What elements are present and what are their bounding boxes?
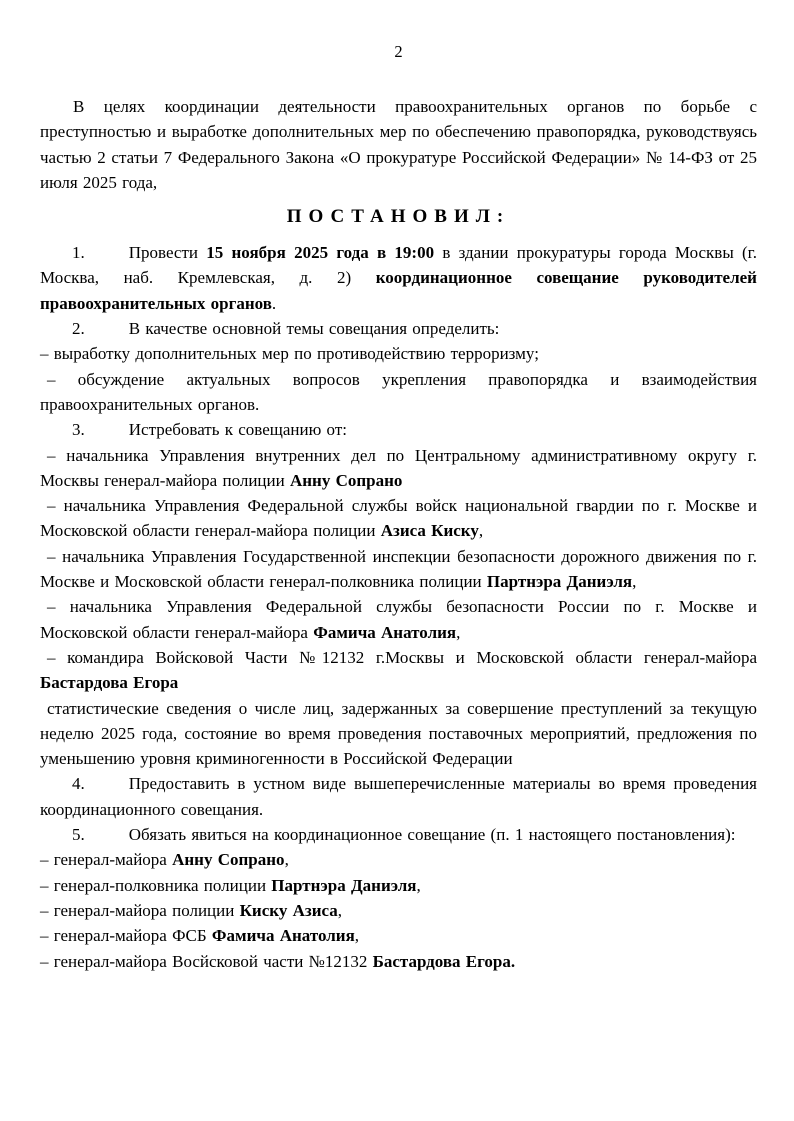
order-item-5 xyxy=(40,822,757,847)
attendee-famich xyxy=(40,923,757,948)
dash-item-uvd-chief xyxy=(40,443,757,494)
item-number: 4. xyxy=(72,774,85,794)
text-segment: – выработку дополнительных мер по противодействию терроризму; xyxy=(40,344,539,364)
dash-item-rosgvardia-chief xyxy=(40,493,757,544)
text-segment: статистические сведения о числе лиц, задержанных за совершение преступлений за текущую неделю 2025 года, состояние во время проведения поставочных мероприятий, предложения по уменьшению уровня криминогенности в Российской Федерации xyxy=(40,698,757,769)
text-segment: – генерал-полковника полиции xyxy=(40,875,272,895)
person-name: Фамича Анатолия xyxy=(313,622,457,642)
person-name: Анну Сопрано xyxy=(289,470,403,490)
text-segment: – генерал-майора xyxy=(40,850,173,870)
text-segment: , xyxy=(337,900,342,920)
person-name: Фамича Анатолия xyxy=(211,926,355,946)
attendee-partner xyxy=(40,873,757,898)
page-number: 2 xyxy=(394,42,403,61)
text-segment: – генерал-майора полиции xyxy=(40,900,240,920)
person-name: Партнэра Даниэля xyxy=(486,572,633,592)
person-name: Азиса Киску xyxy=(380,521,479,541)
order-item-1 xyxy=(40,240,757,316)
order-item-3 xyxy=(40,417,757,442)
text-segment: . xyxy=(271,293,277,313)
text-segment: в здании прокуратуры города Москвы (г. Москва, наб. Кремлевская, д. 2) xyxy=(40,243,757,288)
text-segment: – начальника Управления Федеральной службы войск национальной гвардии по г. Москве и Московской области генерал-майора полиции xyxy=(40,496,757,541)
text-segment: Провести xyxy=(128,243,207,263)
person-name: Киску Азиса xyxy=(239,900,338,920)
text-segment: – обсуждение актуальных вопросов укрепления правопорядка и взаимодействия правоохранительных органов. xyxy=(40,369,757,414)
text-segment: – командира Войсковой Части №12132 г.Москвы и Московской области генерал-майора xyxy=(47,647,757,667)
text-segment: , xyxy=(478,521,484,541)
statistics-paragraph xyxy=(40,696,757,772)
item-number: 3. xyxy=(72,420,85,440)
attendee-soprano xyxy=(40,847,757,872)
intro-paragraph: В целях координации деятельности правоохранительных органов по борьбе с преступностью и выработке дополнительных мер по обеспечению правопорядка, руководствуясь частью 2 статьи 7 Федерального Закона «О прокуратуре Российской Федерации» № 14-ФЗ от 25 июля 2025 года, xyxy=(40,97,757,192)
text-segment: , xyxy=(416,875,421,895)
text-segment: – генерал-майора Восйсковой части №12132 xyxy=(40,951,373,971)
resolution-heading: ПОСТАНОВИЛ: xyxy=(286,206,511,228)
text-segment: , xyxy=(354,926,360,946)
dash-item-discussion xyxy=(40,367,757,418)
person-name: Бастардова Егора. xyxy=(372,951,516,971)
item-number: 2. xyxy=(72,319,85,339)
text-segment: – начальника Управления Федеральной службы безопасности России по г. Москве и Московской области генерал-майора xyxy=(40,597,757,642)
text-segment: – начальника Управления внутренних дел по Центральному административному округу г. Москвы генерал-майора полиции xyxy=(40,445,757,490)
dash-item-military-commander xyxy=(40,645,757,696)
attendee-bastardov xyxy=(40,949,757,974)
text-segment-bold: координационное совещание руководителей правоохранительных органов xyxy=(40,268,757,313)
item-number: 5. xyxy=(72,825,85,845)
text-segment: , xyxy=(632,572,637,592)
dash-item-fsb-chief xyxy=(40,594,757,645)
text-segment: , xyxy=(456,622,461,642)
text-segment: – генерал-майора ФСБ xyxy=(40,926,212,946)
text-segment-bold: 15 ноября 2025 года в 19:00 xyxy=(206,243,435,263)
person-name: Анну Сопрано xyxy=(172,850,285,870)
item-number: 1. xyxy=(72,243,85,263)
text-segment: , xyxy=(284,850,289,870)
text-segment: В качестве основной темы совещания определить: xyxy=(128,319,500,339)
dash-item-gibdd-chief xyxy=(40,544,757,595)
text-segment: Истребовать к совещанию от: xyxy=(128,420,347,440)
text-segment: Предоставить в устном виде вышеперечисленные материалы во время проведения координационного совещания. xyxy=(40,774,757,819)
attendee-kisku xyxy=(40,898,757,923)
dash-item-terrorism xyxy=(40,341,757,366)
text-segment: Обязать явиться на координационное совещание (п. 1 настоящего постановления): xyxy=(128,825,736,845)
order-item-2 xyxy=(40,316,757,341)
text-segment: – начальника Управления Государственной инспекции безопасности дорожного движения по г. Москве и Московской области генерал-полковника полиции xyxy=(40,546,757,592)
person-name: Партнэра Даниэля xyxy=(271,875,417,895)
order-item-4 xyxy=(40,771,757,822)
person-name: Бастардова Егора xyxy=(40,673,179,693)
